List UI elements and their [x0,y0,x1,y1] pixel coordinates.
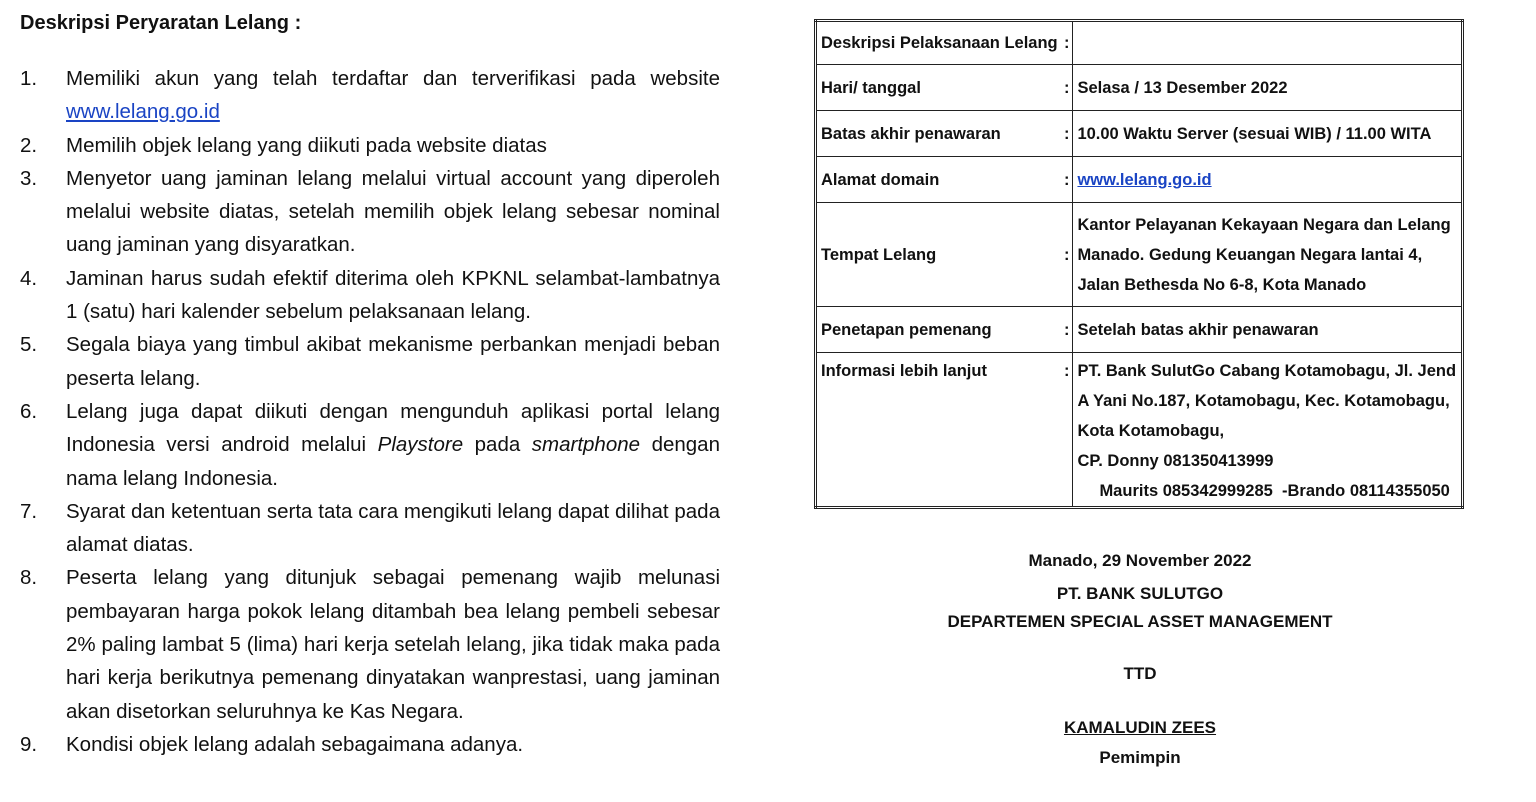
requirement-item-6 [20,395,720,495]
requirement-number: 6. [20,399,38,423]
signatory-name: KAMALUDIN ZEES [1063,718,1217,737]
info-value-cell [1073,353,1463,508]
requirement-text: dengan nama lelang Indonesia. [66,433,720,490]
requirements-list [20,62,720,761]
table-row [816,307,1463,353]
requirement-text: Peserta lelang yang ditunjuk sebagai pemenang wajib melunasi pembayaran harga pokok lelang ditambah bea lelang pembeli sebesar 2% paling lambat 5 (lima) hari kerja setelah lelang, jika tidak maka pada hari kerja berikutnya pemenang dinyatakan wanprestasi, uang jaminan akan disetorkan seluruhnya ke Kas Negara. [66,566,720,723]
domain-link[interactable]: www.lelang.go.id [1077,170,1212,189]
smartphone-text: smartphone [531,433,641,457]
info-line: PT. Bank SulutGo Cabang Kotamobagu, Jl. Jend [1077,362,1457,380]
table-row [816,203,1463,307]
execution-table [814,19,1464,509]
colon: : [1063,78,1070,97]
requirement-number: 7. [20,499,38,523]
domain-label: Alamat domain [821,170,940,189]
requirement-text: Jaminan harus sudah efektif diterima oleh KPKNL selambat-lambatnya 1 (satu) hari kalender sebelum pelaksanaan lelang. [66,266,720,324]
requirement-text: Memilih objek lelang yang diikuti pada website diatas [66,133,547,157]
requirement-number: 8. [20,566,38,590]
colon: : [1063,124,1070,143]
table-row [816,353,1463,508]
winner-value: Setelah batas akhir penawaran [1073,307,1463,353]
requirement-text: Kondisi objek lelang adalah sebagaimana adanya. [66,732,524,756]
venue-line: Manado. Gedung Keuangan Negara lantai 4, [1077,245,1423,264]
requirement-text: Syarat dan ketentuan serta tata cara mengikuti lelang dapat dilihat pada alamat diatas. [66,499,720,557]
requirement-number: 5. [20,333,38,357]
requirement-number: 3. [20,166,38,190]
date-label-cell [816,65,1073,111]
requirements-heading: Deskripsi Peryaratan Lelang : [20,12,302,34]
requirement-item-9 [20,728,720,761]
info-label: Informasi lebih lanjut [821,362,987,380]
department-name: DEPARTEMEN SPECIAL ASSET MANAGEMENT [947,612,1333,631]
domain-value-cell [1073,157,1463,203]
requirement-text: Menyetor uang jaminan lelang melalui virtual account yang diperoleh melalui website diatas, setelah memilih objek lelang sebesar nominal uang jaminan yang disyaratkan. [66,166,720,257]
requirement-item-5 [20,328,720,395]
signatory-position: Pemimpin [1099,748,1181,767]
venue-label-cell [816,203,1073,307]
info-line: CP. Donny 081350413999 [1077,452,1274,470]
colon: : [1063,34,1070,52]
requirement-text: Lelang juga dapat diikuti dengan mengunduh aplikasi portal lelang Indonesia versi android melalui [66,399,720,457]
venue-label: Tempat Lelang [821,245,937,264]
deadline-label: Batas akhir penawaran [821,124,1001,143]
requirement-text: Segala biaya yang timbul akibat mekanisme perbankan menjadi beban peserta lelang. [66,333,720,390]
winner-label: Penetapan pemenang [821,320,992,339]
execution-heading: Deskripsi Pelaksanaan Lelang [821,34,1058,52]
requirements-section [20,10,720,761]
date-label: Hari/ tanggal [821,78,921,97]
requirement-item-8 [20,561,720,727]
deadline-label-cell [816,111,1073,157]
requirement-number: 9. [20,732,38,756]
venue-line: Kantor Pelayanan Kekayaan Negara dan Lelang [1077,215,1451,234]
lelang-website-link[interactable]: www.lelang.go.id [66,100,220,124]
signature-ttd: TTD [1123,664,1157,683]
table-row [816,65,1463,111]
venue-line: Jalan Bethesda No 6-8, Kota Manado [1077,275,1367,294]
colon: : [1063,362,1070,380]
requirement-number: 4. [20,266,38,290]
company-name: PT. BANK SULUTGO [1056,584,1224,603]
colon: : [1063,170,1070,189]
requirement-item-7 [20,495,720,562]
domain-label-cell [816,157,1073,203]
info-label-cell [816,353,1073,508]
winner-label-cell [816,307,1073,353]
info-line: Maurits 085342999285 -Brando 08114355050 [1099,482,1450,500]
empty-cell [1073,21,1463,65]
playstore-text: Playstore [377,433,464,457]
requirement-text: pada [463,433,532,457]
execution-heading-cell [816,21,1073,65]
venue-value-cell [1073,203,1463,307]
requirement-item-4 [20,262,720,329]
requirement-text: Memiliki akun yang telah terdaftar dan terverifikasi pada website [66,67,720,90]
table-row [816,111,1463,157]
requirement-number: 2. [20,133,38,157]
requirement-item-2 [20,129,720,162]
requirement-number: 1. [20,67,38,90]
requirement-item-3 [20,162,720,262]
colon: : [1063,320,1070,339]
requirement-item-1 [20,62,720,129]
info-line: Kota Kotamobagu, [1077,422,1225,440]
date-value: Selasa / 13 Desember 2022 [1073,65,1463,111]
deadline-value: 10.00 Waktu Server (sesuai WIB) / 11.00 WITA [1073,111,1463,157]
place-date: Manado, 29 November 2022 [1028,551,1252,570]
table-row [816,21,1463,65]
info-line: A Yani No.187, Kotamobagu, Kec. Kotamobagu, [1077,392,1450,410]
table-row [816,157,1463,203]
colon: : [1063,245,1070,264]
